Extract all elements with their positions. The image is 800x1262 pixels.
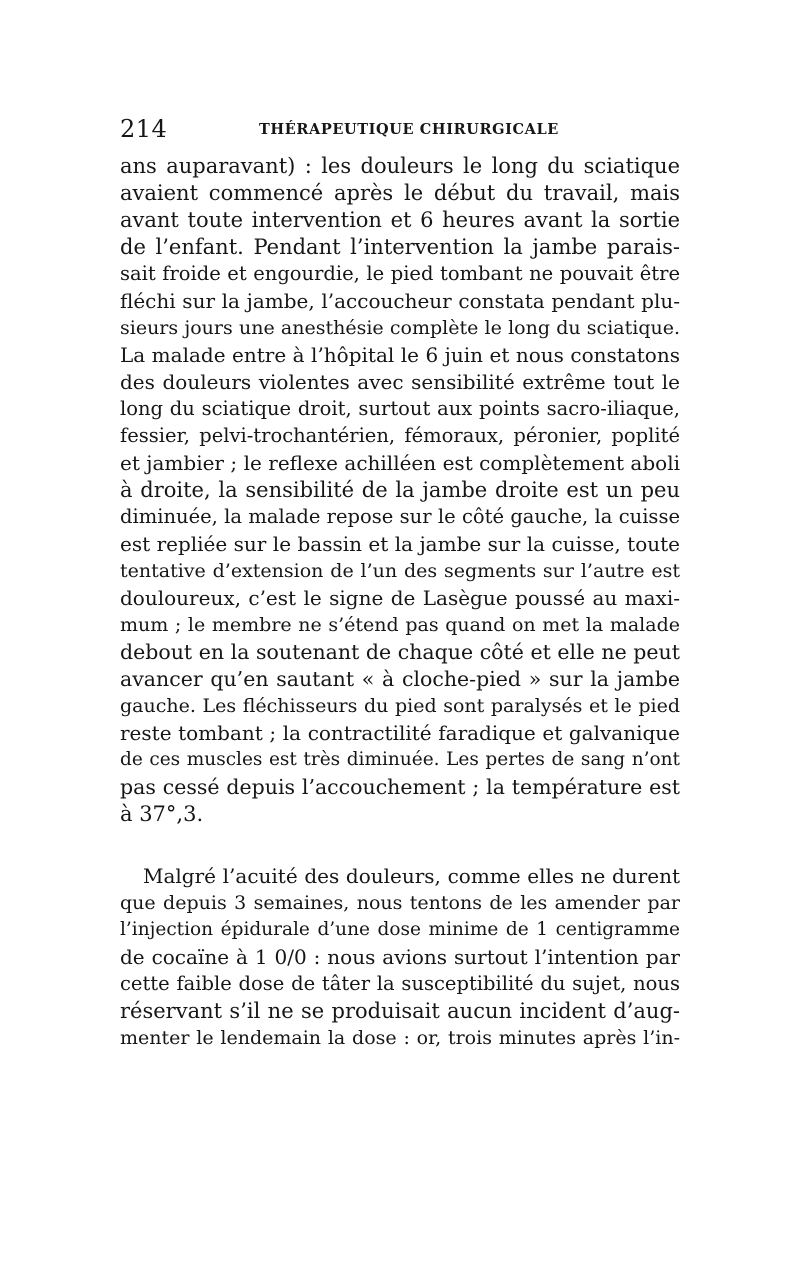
text-line: douloureux, c’est le signe de Lasègue poussé au maxi- — [120, 586, 680, 610]
text-line: de cocaïne à 1 0/0 : nous avions surtout l’intention par — [120, 945, 680, 969]
page-header — [120, 114, 680, 144]
text-line: réservant s’il ne se produisait aucun incident d’aug- — [120, 999, 680, 1023]
text-line: mum ; le membre ne s’étend pas quand on met la malade — [120, 614, 680, 636]
text-line: avancer qu’en sautant « à cloche-pied » sur la jambe — [120, 667, 680, 691]
text-line: sait froide et engourdie, le pied tombant ne pouvait être — [120, 262, 680, 285]
text-line: que depuis 3 semaines, nous tentons de les amender par — [120, 892, 680, 914]
text-line: fléchi sur la jambe, l’accoucheur constata pendant plu- — [120, 289, 680, 313]
text-line: cette faible dose de tâter la susceptibilité du sujet, nous — [120, 972, 680, 995]
text-line: fessier, pelvi-trochantérien, fémoraux, péronier, poplité — [120, 424, 680, 447]
text-line: La malade entre à l’hôpital le 6 juin et nous constatons — [120, 343, 680, 367]
text-line: Malgré l’acuité des douleurs, comme elles ne durent — [143, 864, 680, 888]
text-line: des douleurs violentes avec sensibilité extrême tout le — [120, 370, 680, 394]
text-line: pas cessé depuis l’accouchement ; la température est — [120, 775, 680, 799]
text-line: long du sciatique droit, surtout aux points sacro-iliaque, — [120, 397, 680, 420]
text-line: avaient commencé après le début du travail, mais — [120, 181, 680, 205]
text-line: ans auparavant) : les douleurs le long du sciatique — [120, 154, 680, 178]
text-line: menter le lendemain la dose : or, trois minutes après l’in- — [120, 1027, 680, 1049]
text-line: sieurs jours une anesthésie complète le long du sciatique. — [120, 317, 680, 339]
text-line: tentative d’extension de l’un des segments sur l’autre est — [120, 560, 680, 582]
text-line: l’injection épidurale d’une dose minime de 1 centigramme — [120, 919, 680, 940]
text-line: à 37°,3. — [120, 802, 204, 826]
text-line: de ces muscles est très diminuée. Les pertes de sang n’ont — [120, 749, 680, 770]
running-title: THÉRAPEUTIQUE CHIRURGICALE — [259, 121, 559, 138]
text-line: à droite, la sensibilité de la jambe droite est un peu — [120, 478, 680, 502]
text-line: debout en la soutenant de chaque côté et elle ne peut — [120, 640, 680, 664]
page-number: 214 — [120, 115, 168, 143]
text-line: avant toute intervention et 6 heures avant la sortie — [120, 208, 680, 232]
text-line: de l’enfant. Pendant l’intervention la jambe parais- — [120, 235, 680, 259]
text-line: reste tombant ; la contractilité faradique et galvanique — [120, 721, 680, 745]
text-line: et jambier ; le reflexe achilléen est complètement aboli — [120, 451, 680, 475]
text-line: diminuée, la malade repose sur le côté gauche, la cuisse — [120, 505, 680, 528]
text-line: est repliée sur le bassin et la jambe sur la cuisse, toute — [120, 532, 680, 556]
text-line: gauche. Les fléchisseurs du pied sont paralysés et le pied — [120, 695, 680, 717]
